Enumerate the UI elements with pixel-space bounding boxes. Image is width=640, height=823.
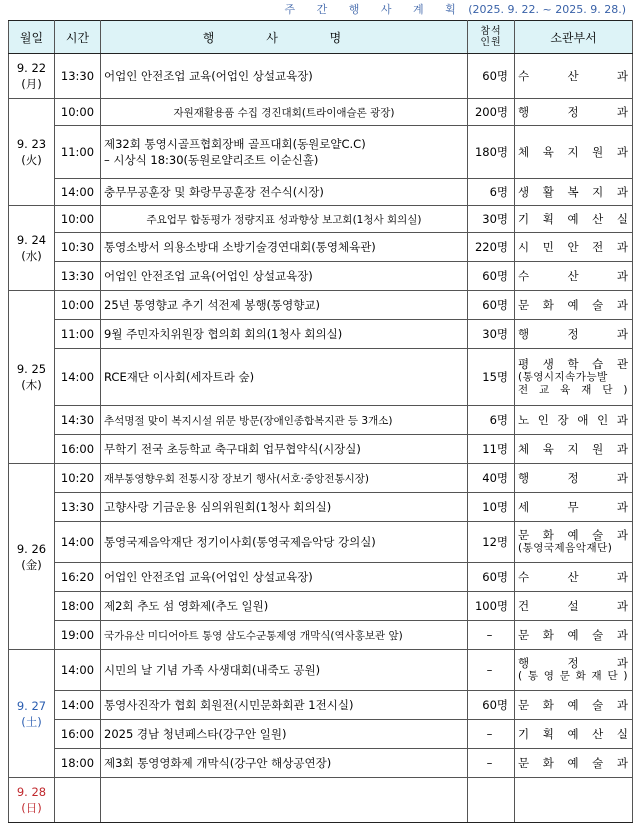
time-cell: 10:00 (55, 99, 101, 126)
weekday-text: (月) (21, 77, 42, 91)
table-row (9, 464, 633, 493)
time-cell: 14:00 (55, 691, 101, 720)
event-cell (101, 126, 468, 179)
date-cell (9, 650, 55, 778)
dept-cell: 체 육 지 원 과 (515, 435, 633, 464)
time-cell: 14:00 (55, 650, 101, 691)
dept-cell: 수 산 과 (515, 563, 633, 592)
dept-cell: 기 획 예 산 실 (515, 206, 633, 233)
dept-cell: 노 인 장 애 인 과 (515, 406, 633, 435)
dept-cell: 체 육 지 원 과 (515, 126, 633, 179)
count-cell: 220명 (468, 233, 515, 262)
dept-subtext: ( 통 영 문 화 재 단 ) (518, 670, 628, 682)
dept-subtext: (통영시지속가능발 (518, 370, 608, 383)
date-text: 9. 24 (16, 233, 47, 247)
date-text: 9. 25 (16, 362, 47, 376)
count-cell: 200명 (468, 99, 515, 126)
time-cell: 16:00 (55, 720, 101, 749)
weekday-text: (土) (21, 714, 42, 729)
header-attendees-bottom: 인원 (480, 37, 502, 48)
event-cell: 9월 주민자치위원장 협의회 회의(1청사 회의실) (101, 320, 468, 349)
dept-cell: 시 민 안 전 과 (515, 233, 633, 262)
header-event: 행 사 명 (101, 21, 468, 54)
count-cell: 100명 (468, 592, 515, 621)
event-cell: 어업인 안전조업 교육(어업인 상설교육장) (101, 563, 468, 592)
event-cell: 제2회 추도 섬 영화제(추도 일원) (101, 592, 468, 621)
count-cell: – (468, 720, 515, 749)
event-cell: 통영사진작가 협회 회원전(시민문화회관 1전시실) (101, 691, 468, 720)
count-cell: 60명 (468, 291, 515, 320)
event-line: 제32회 통영시골프협회장배 골프대회(동원로얄C.C) (104, 137, 366, 151)
table-row (9, 522, 633, 563)
dept-cell: 문 화 예 술 과 (515, 621, 633, 650)
date-text: 9. 23 (16, 137, 47, 151)
event-cell: 제3회 통영영화제 개막식(강구안 해상공연장) (101, 749, 468, 778)
time-cell: 14:00 (55, 349, 101, 406)
dept-cell: 세 무 과 (515, 493, 633, 522)
table-row (9, 720, 633, 749)
table-row (9, 621, 633, 650)
header-attendees-top: 참석 (480, 26, 502, 37)
time-cell: 13:30 (55, 54, 101, 99)
table-row (9, 493, 633, 522)
event-cell: 자원재활용품 수집 경진대회(트라이애슬론 광장) (101, 99, 468, 126)
count-cell: 180명 (468, 126, 515, 179)
event-cell: RCE재단 이사회(세자트라 숲) (101, 349, 468, 406)
table-row (9, 435, 633, 464)
table-row (9, 291, 633, 320)
time-cell: 16:00 (55, 435, 101, 464)
date-text: 9. 22 (16, 61, 47, 75)
dept-cell: 건 설 과 (515, 592, 633, 621)
time-cell: 10:30 (55, 233, 101, 262)
table-row (9, 563, 633, 592)
table-row (9, 206, 633, 233)
weekday-text: (水) (21, 249, 42, 263)
dept-cell: 행 정 과 (515, 99, 633, 126)
count-cell: – (468, 749, 515, 778)
event-cell: 25년 통영향교 추기 석전제 봉행(통영향교) (101, 291, 468, 320)
dept-cell: 문 화 예 술 과 (515, 691, 633, 720)
table-row (9, 99, 633, 126)
dept-cell (515, 650, 633, 691)
time-cell: 16:20 (55, 563, 101, 592)
date-cell (9, 54, 55, 99)
count-cell: 60명 (468, 262, 515, 291)
header-attendees (468, 21, 515, 54)
weekly-schedule-table (8, 20, 633, 823)
schedule-title-bar (0, 0, 640, 20)
schedule-period: (2025. 9. 22. ~ 2025. 9. 28.) (468, 3, 626, 16)
event-cell: 재부통영향우회 전통시장 장보기 행사(서호·중앙전통시장) (101, 464, 468, 493)
event-cell: 통영국제음악재단 정기이사회(통영국제음악당 강의실) (101, 522, 468, 563)
event-cell: 주요업무 합동평가 정량지표 성과향상 보고회(1청사 회의실) (101, 206, 468, 233)
date-cell (9, 206, 55, 291)
count-cell: 6명 (468, 406, 515, 435)
table-row (9, 406, 633, 435)
dept-cell: 생 활 복 지 과 (515, 179, 633, 206)
dept-subtext: 전 교 육 재 단 ) (518, 383, 628, 396)
date-text: 9. 28 (16, 785, 47, 799)
event-subline: – 시상식 18:30(동원로얄리조트 이순신홀) (104, 153, 319, 167)
count-cell: 60명 (468, 54, 515, 99)
event-cell: 고향사랑 기금운용 심의위원회(1청사 회의실) (101, 493, 468, 522)
table-row (9, 320, 633, 349)
weekday-text: (火) (21, 153, 42, 167)
time-cell: 14:00 (55, 522, 101, 563)
event-cell: 국가유산 미디어아트 통영 삼도수군통제영 개막식(역사홍보관 앞) (101, 621, 468, 650)
time-cell: 14:30 (55, 406, 101, 435)
dept-cell: 행 정 과 (515, 320, 633, 349)
time-cell: 18:00 (55, 749, 101, 778)
weekday-text: (金) (21, 557, 42, 572)
time-cell: 19:00 (55, 621, 101, 650)
table-row (9, 262, 633, 291)
dept-cell: 수 산 과 (515, 54, 633, 99)
event-cell: 어업인 안전조업 교육(어업인 상설교육장) (101, 54, 468, 99)
dept-subtext: (통영국제음악재단) (518, 542, 613, 554)
date-cell (9, 291, 55, 464)
weekday-text: (木) (21, 378, 42, 392)
dept-text: 문 화 예 술 과 (518, 528, 628, 542)
time-cell: 10:00 (55, 291, 101, 320)
time-cell: 14:00 (55, 179, 101, 206)
dept-cell: 수 산 과 (515, 262, 633, 291)
count-cell: 60명 (468, 691, 515, 720)
table-row (9, 650, 633, 691)
event-cell: 시민의 날 기념 가족 사생대회(내죽도 공원) (101, 650, 468, 691)
dept-cell: 행 정 과 (515, 464, 633, 493)
dept-cell: 문 화 예 술 과 (515, 749, 633, 778)
date-cell (9, 99, 55, 206)
table-row (9, 126, 633, 179)
table-header-row (9, 21, 633, 54)
time-cell: 11:00 (55, 320, 101, 349)
event-cell: 충무무공훈장 및 화랑무공훈장 전수식(시장) (101, 179, 468, 206)
time-cell: 10:20 (55, 464, 101, 493)
weekday-text: (日) (21, 801, 42, 815)
dept-cell (515, 349, 633, 406)
count-cell: 60명 (468, 563, 515, 592)
count-cell: 15명 (468, 349, 515, 406)
dept-text: 평 생 학 습 관 (518, 356, 628, 371)
table-row (9, 233, 633, 262)
time-cell: 13:30 (55, 262, 101, 291)
count-cell: 10명 (468, 493, 515, 522)
header-time: 시간 (55, 21, 101, 54)
schedule-title: 주 간 행 사 계 획 (284, 3, 465, 16)
dept-text: 행 정 과 (518, 656, 628, 670)
count-cell: 6명 (468, 179, 515, 206)
table-row (9, 749, 633, 778)
time-cell: 13:30 (55, 493, 101, 522)
dept-cell: 기 획 예 산 실 (515, 720, 633, 749)
dept-cell (515, 522, 633, 563)
dept-cell: 문 화 예 술 과 (515, 291, 633, 320)
count-cell: 30명 (468, 320, 515, 349)
time-cell: 18:00 (55, 592, 101, 621)
count-cell: 11명 (468, 435, 515, 464)
date-cell (9, 464, 55, 650)
table-row (9, 691, 633, 720)
count-cell: 30명 (468, 206, 515, 233)
table-row (9, 54, 633, 99)
table-row (9, 349, 633, 406)
event-cell: 추석명절 맞이 복지시설 위문 방문(장애인종합복지관 등 3개소) (101, 406, 468, 435)
event-cell: 어업인 안전조업 교육(어업인 상설교육장) (101, 262, 468, 291)
event-cell: 2025 경남 청년페스타(강구안 일원) (101, 720, 468, 749)
count-cell: 12명 (468, 522, 515, 563)
table-row (9, 179, 633, 206)
event-cell: 무학기 전국 초등학교 축구대회 업무협약식(시장실) (101, 435, 468, 464)
count-cell: – (468, 621, 515, 650)
time-cell: 11:00 (55, 126, 101, 179)
count-cell: – (468, 650, 515, 691)
time-cell: 10:00 (55, 206, 101, 233)
date-text: 9. 27 (16, 698, 47, 713)
header-dept: 소관부서 (515, 21, 633, 54)
table-row (9, 592, 633, 621)
date-text: 9. 26 (16, 541, 47, 556)
header-date: 월일 (9, 21, 55, 54)
event-cell: 통영소방서 의용소방대 소방기술경연대회(통영체육관) (101, 233, 468, 262)
count-cell: 40명 (468, 464, 515, 493)
